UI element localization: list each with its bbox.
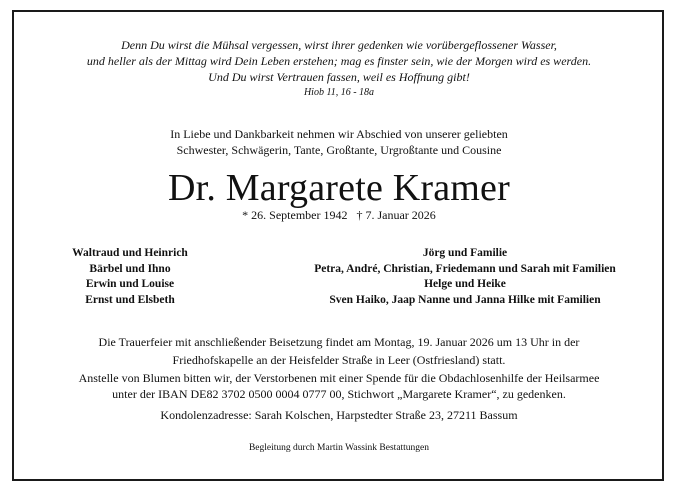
mourner-entry: Bärbel und Ihno <box>89 262 171 275</box>
quote-line: Und Du wirst Vertrauen fassen, weil es Hoffnung gibt! <box>208 70 470 84</box>
mourner-entry: Ernst und Elsbeth <box>85 293 175 306</box>
deceased-name: Dr. Margarete Kramer <box>168 167 510 209</box>
condolence-address: Kondolenzadresse: Sarah Kolschen, Harpstedter Straße 23, 27211 Bassum <box>160 408 518 422</box>
mourner-entry: Erwin und Louise <box>85 278 175 290</box>
mourner-entry: Jörg und Familie <box>422 247 508 259</box>
service-line: Die Trauerfeier mit anschließender Beisetzung findet am Montag, 19. Januar 2026 um 13 Uhr in der <box>98 335 580 349</box>
mourners-right-column <box>270 246 660 308</box>
quote-line: Denn Du wirst die Mühsal vergessen, wirst ihrer gedenken wie vorübergeflossener Wasser, <box>121 38 557 52</box>
donation-line: Anstelle von Blumen bitten wir, der Verstorbenen mit einer Spende für die Obdachlosenhilfe der Heilsarmee <box>78 371 600 385</box>
farewell-intro <box>0 126 678 158</box>
donation-line: unter der IBAN DE82 3702 0500 0004 0777 00, Stichwort „Margarete Kramer“, zu gedenken. <box>112 387 566 401</box>
service-line: Friedhofskapelle an der Heisfelder Straße in Leer (Ostfriesland) statt. <box>172 353 506 367</box>
bible-quote <box>0 37 678 85</box>
donation-request <box>0 370 678 402</box>
mourner-entry: Sven Haiko, Jaap Nanne und Janna Hilke mit Familien <box>329 293 601 306</box>
undertaker-credit: Begleitung durch Martin Wassink Bestattungen <box>248 443 430 453</box>
mourner-entry: Helge und Heike <box>424 278 506 290</box>
life-dates: * 26. September 1942 † 7. Januar 2026 <box>242 208 436 222</box>
mourner-entry: Petra, André, Christian, Friedemann und Sarah mit Familien <box>314 262 616 275</box>
intro-line: Schwester, Schwägerin, Tante, Großtante, Urgroßtante und Cousine <box>176 143 502 157</box>
mourner-entry: Waltraud und Heinrich <box>72 247 188 259</box>
quote-source: Hiob 11, 16 - 18a <box>303 87 375 98</box>
quote-line: und heller als der Mittag wird Dein Leben erstehen; mag es finster sein, wie der Morgen wird es werden. <box>86 54 592 68</box>
mourners-left-column <box>40 246 220 308</box>
intro-line: In Liebe und Dankbarkeit nehmen wir Abschied von unserer geliebten <box>170 127 508 141</box>
funeral-service-info <box>0 333 678 369</box>
